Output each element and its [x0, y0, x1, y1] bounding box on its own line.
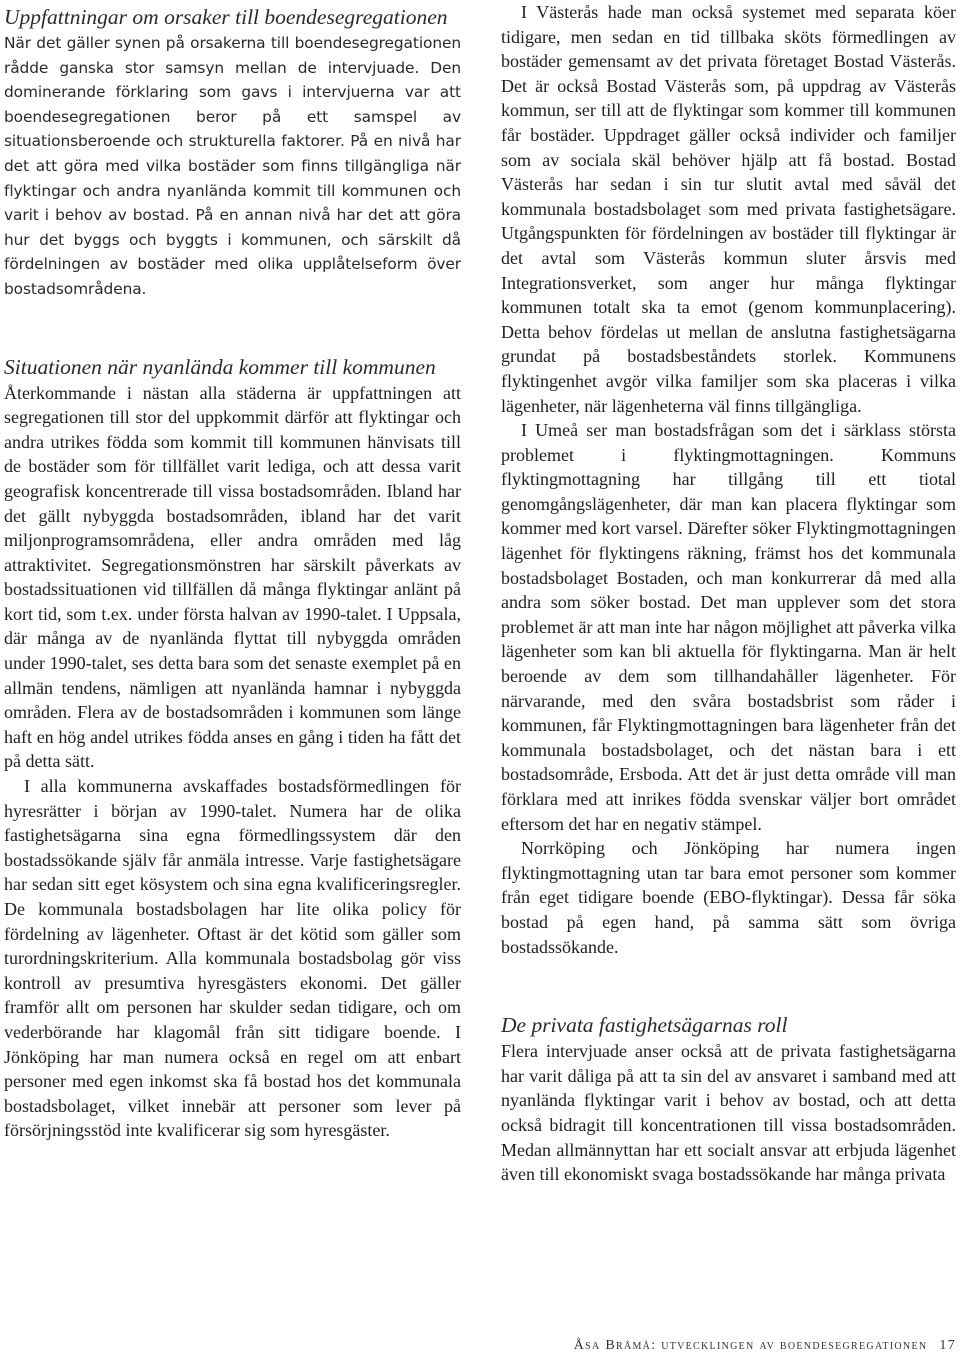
page-number: 17	[939, 1338, 956, 1353]
paragraph: När det gäller synen på orsakerna till boendesegregationen rådde ganska stor samsyn mellan de intervjuade. Den dominerande förklaring som gavs i intervjuerna var att boendesegregationen beror på ett samspel av situationsberoende och strukturella faktorer. På en nivå har det att göra med vilka bostäder som finns tillgängliga när flyktingar och andra nyanlända kommit till kommunen och varit i behov av bostad. På en annan nivå har det att göra hur det byggs och byggts i kommunen, och särskilt då fördelningen av bostäder med olika upplåtelseform över bostadsområdena.	[4, 34, 461, 298]
page-footer	[522, 1338, 956, 1354]
section-heading: Situationen när nyanlända kommer till kommunen	[4, 354, 436, 379]
section-situationen	[4, 353, 461, 1143]
paragraph: I Umeå ser man bostadsfrågan som det i särklass största problemet i flyktingmottagningen. Kommuns flyktingmottagning har tillgång till ett tiotal genomgångslägenheter, där man kan placera flyktingar som kommer med kort varsel. Därefter söker Flyktingmottagningen lägenhet för flyktingens räkning, främst hos det kommunala bostadsbolaget Bostaden, och man konkurrerar då med alla andra som söker bostad. Det man upplever som det stora problemet är att man inte har någon möjlighet att påverka vilka lägenheter som kan bli aktuella för flyktingarna. Man är helt beroende av dem som tillhandahåller lägenheter. För närvarande, med den svåra bostadsbrist som råder i kommunen, får Flyktingmottagningen bara lägenheter från det kommunala bostadsbolaget, och det nästan bara i ett bostadsområde, Ersboda. Att det är just detta område vill man förklara med att inrikes födda svenskar väljer bort området eftersom det har en negativ stämpel.	[501, 420, 956, 834]
section-heading: Uppfattningar om orsaker till boendesegregationen	[4, 5, 448, 29]
left-column	[4, 0, 461, 1143]
section-heading: De privata fastighetsägarnas roll	[501, 1013, 788, 1038]
paragraph: I alla kommunerna avskaffades bostadsförmedlingen för hyresrätter i början av 1990-talet. Numera har de olika fastighetsägarna sina egna förmedlingssystem där den bostadssökande själv får anmäla intresse. Varje fastighetsägare har sedan sitt eget kösystem och sina egna kvalificeringsregler. De kommunala bostadsbolagen har lite olika policy för fördelning av lägenheter. Oftast är det kötid som gäller som turordningskriterium. Alla kommunala bostadsbolag gör viss kontroll av presumtiva hyresgästers ekonomi. Det gäller framför allt om personen har skulder sedan tidigare, och om vederbörande har klagomål från sitt tidigare boende. I Jönköping har man numera också en regel om att enbart personer med egen inkomst ska få bostad hos det kommunala bostadsbolaget, vilket innebär att personer som lever på försörjningsstöd inte kvalificerar sig som hyresgäster.	[4, 776, 461, 1141]
right-column	[501, 0, 956, 1187]
footer-title: : utvecklingen av boendesegregationen	[651, 1338, 928, 1353]
paragraph: Norrköping och Jönköping har numera ingen flyktingmottagning utan tar bara emot personer som kommer från eget tidigare boende (EBO-flyktingar). Dessa får söka bostad på egen hand, på samma sätt som övriga bostadssökande.	[501, 838, 956, 957]
footer-author: Åsa Bråmå	[573, 1338, 652, 1353]
section-orsaker	[4, 0, 461, 302]
paragraph: I Västerås hade man också systemet med separata köer tidigare, men sedan en tid tillbaka sköts förmedlingen av bostäder gemensamt av det privata företaget Bostad Västerås. Det är också Bostad Västerås som, på uppdrag av Västerås kommun, ser till att de flyktingar som kommer till kommunen får bostäder. Uppdraget gäller också individer och familjer som av sociala skäl behöver hjälp att få bostad. Bostad Västerås har sedan i sin tur slutit avtal med såväl det kommunala bostadsbolaget som med privata fastighetsägare. Utgångspunkten för fördelningen av bostäder till flyktingar är det avtal som Västerås kommun sluter årsvis med Integrationsverket, som anger hur många flyktingar kommunen totalt ska ta emot (genom kommunplacering). Detta behov fördelas ut mellan de anslutna fastighetsägarna grundat på bostadsbeståndets storlek. Kommunens flyktingenhet avgör vilka familjer som ska placeras i vilka lägenheter, när lägenheterna väl finns tillgängliga.	[501, 2, 956, 416]
paragraph: Flera intervjuade anser också att de privata fastighetsägarna har varit dåliga på att ta sin del av ansvaret i samband med att nyanlända flyktingar varit i behov av bostad, och att detta också bidragit till koncentrationen till vissa bostadsområden. Medan allmännyttan har ett socialt ansvar att erbjuda lägenhet även till ekonomiskt svaga bostadssökande har många privata	[501, 1041, 956, 1185]
paragraph: Återkommande i nästan alla städerna är uppfattningen att segregationen till stor del uppkommit därför att flyktingar och andra utrikes födda som kommit till kommunen hänvisats till de bostäder som för tillfället varit lediga, och att dessa varit geografisk koncentrerade till vissa bostadsområden. Ibland har det gällt nybyggda bostadsområden, ibland har det varit miljonprogramsområdena, eller andra områden med låg attraktivitet. Segregationsmönstren har särskilt påverkats av bostadssituationen vid tillfällen då många flyktingar anlänt på kort tid, som t.ex. under första halvan av 1990-talet. I Uppsala, där många av de nyanlända flyttat till nybyggda områden under 1990-talet, ses detta bara som det senaste exemplet på en allmän tendens, nämligen att nyanlända hamnar i nybyggda områden. Flera av de bostadsområden i kommunen som länge haft en hög andel utrikes födda anses en gång i tiden ha fått det på detta sätt.	[4, 382, 461, 772]
section-privata	[501, 1011, 956, 1187]
